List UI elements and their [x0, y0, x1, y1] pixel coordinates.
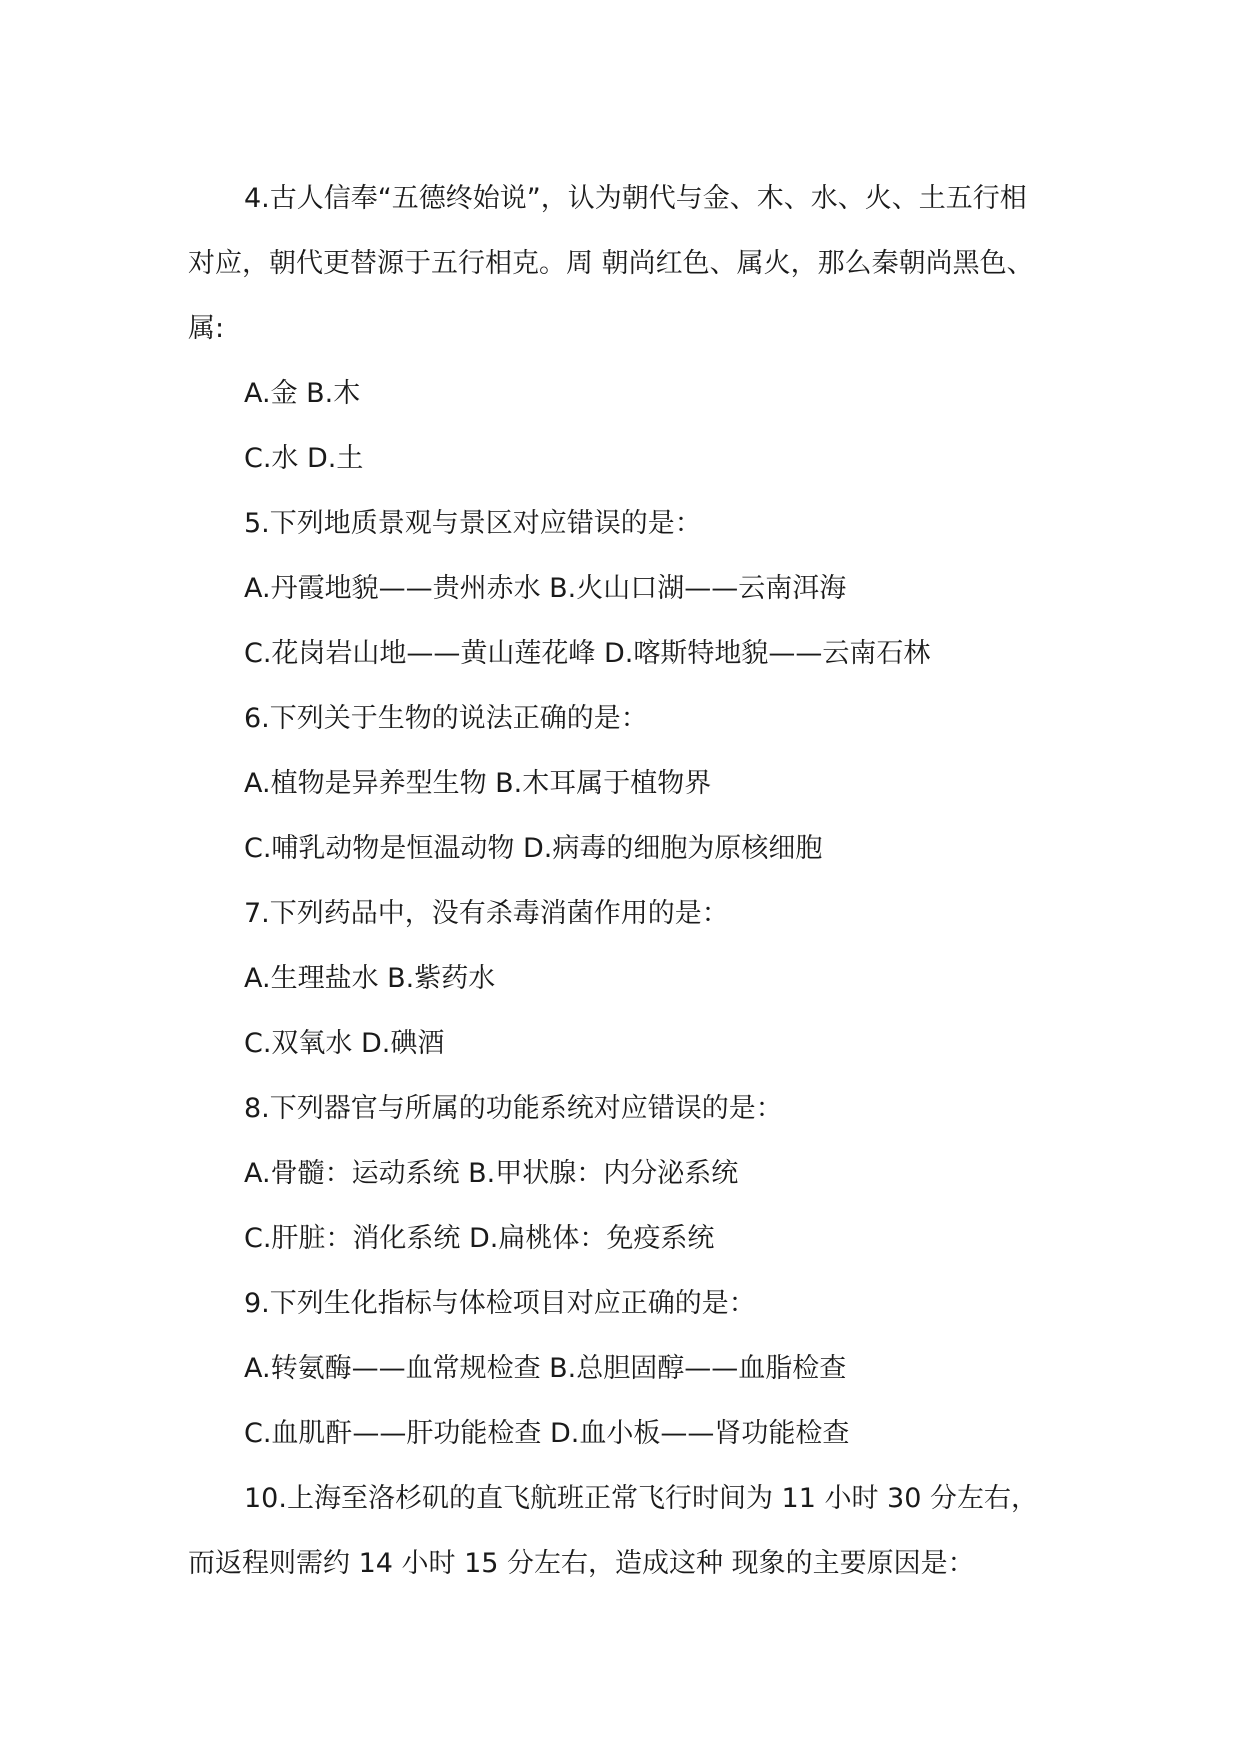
q4-stem-line-3: 属:	[188, 313, 225, 344]
q10-stem-line-2: 而返程则需约 14 小时 15 分左右，造成这种 现象的主要原因是：	[188, 1548, 975, 1579]
q7-stem: 7.下列药品中，没有杀毒消菌作用的是：	[244, 898, 729, 929]
q8-options-ab: A.骨髓：运动系统 B.甲状腺：内分泌系统	[244, 1158, 739, 1189]
q4-options-ab: A.金 B.木	[244, 378, 361, 409]
q9-options-ab: A.转氨酶——血常规检查 B.总胆固醇——血脂检查	[244, 1353, 847, 1384]
q6-options-ab: A.植物是异养型生物 B.木耳属于植物界	[244, 768, 712, 799]
q4-stem-line-1: 4.古人信奉“五德终始说”，认为朝代与金、木、水、火、土五行相	[244, 183, 1027, 214]
question-text-block	[188, 166, 1068, 1596]
q8-stem: 8.下列器官与所属的功能系统对应错误的是：	[244, 1093, 783, 1124]
q9-stem: 9.下列生化指标与体检项目对应正确的是：	[244, 1288, 756, 1319]
q8-options-cd: C.肝脏：消化系统 D.扁桃体：免疫系统	[244, 1223, 715, 1254]
q6-options-cd: C.哺乳动物是恒温动物 D.病毒的细胞为原核细胞	[244, 833, 823, 864]
q5-stem: 5.下列地质景观与景区对应错误的是：	[244, 508, 702, 539]
q4-stem-line-2: 对应，朝代更替源于五行相克。周 朝尚红色、属火，那么秦朝尚黑色、	[188, 248, 1034, 279]
q10-stem-line-1: 10.上海至洛杉矶的直飞航班正常飞行时间为 11 小时 30 分左右，	[244, 1483, 1038, 1514]
q6-stem: 6.下列关于生物的说法正确的是：	[244, 703, 648, 734]
q5-options-ab: A.丹霞地貌——贵州赤水 B.火山口湖——云南洱海	[244, 573, 847, 604]
q5-options-cd: C.花岗岩山地——黄山莲花峰 D.喀斯特地貌——云南石林	[244, 638, 931, 669]
q7-options-ab: A.生理盐水 B.紫药水	[244, 963, 496, 994]
q4-options-cd: C.水 D.土	[244, 443, 364, 474]
q9-options-cd: C.血肌酐——肝功能检查 D.血小板——肾功能检查	[244, 1418, 850, 1449]
q7-options-cd: C.双氧水 D.碘酒	[244, 1028, 445, 1059]
